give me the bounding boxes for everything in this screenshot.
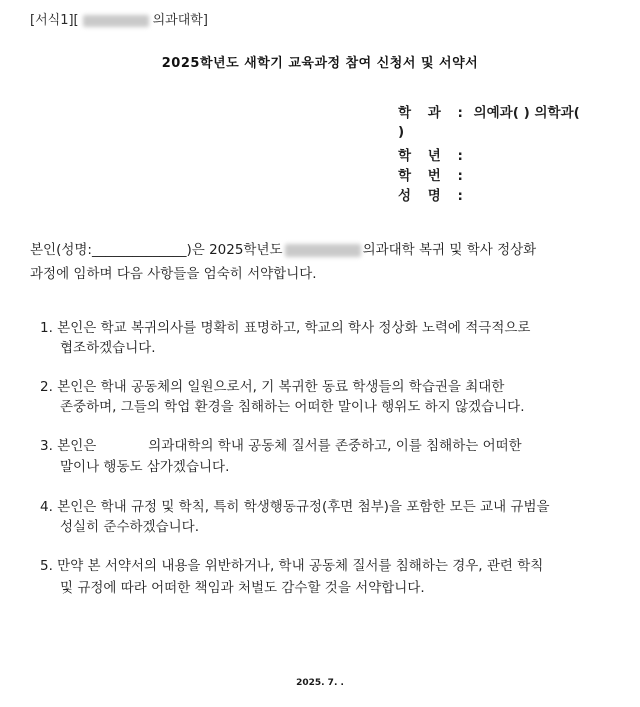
name-row <box>398 184 469 204</box>
pledge-1-line-1: 1. 본인은 학교 복귀의사를 명확히 표명하고, 학교의 학사 정상화 노력에 적극적으로 <box>40 320 531 336</box>
pledge-2-line-2: 존중하며, 그들의 학업 환경을 침해하는 어떠한 말이나 행위도 하지 않겠습니다. <box>60 399 525 415</box>
signing-date: 2025. 7. . <box>296 678 344 688</box>
department-overflow: ) <box>398 124 405 140</box>
form-number-prefix: [서식1][ <box>30 13 79 28</box>
pledge-3-line-2: 말이나 행동도 삼가겠습니다. <box>60 459 230 475</box>
department-row <box>398 101 580 121</box>
document-title: 2025학년도 새학기 교육과정 참여 신청서 및 서약서 <box>161 56 479 71</box>
year-row <box>398 144 469 164</box>
form-number-suffix: 의과대학] <box>152 13 208 28</box>
intro-line-1-start: 본인(성명:______________)은 2025학년도 <box>30 242 283 258</box>
pledge-3-line-1 <box>40 434 522 454</box>
student-id-row <box>398 164 469 184</box>
year-label: 학 년 : <box>398 148 469 164</box>
redacted-university-name <box>285 244 361 257</box>
name-label: 성 명 : <box>398 188 469 204</box>
pledge-4-line-2: 성실히 준수하겠습니다. <box>60 519 199 535</box>
pledge-5-line-2: 및 규정에 따라 어떠한 책임과 처벌도 감수할 것을 서약합니다. <box>60 580 425 596</box>
pledge-3-start: 3. 본인은 <box>40 438 97 454</box>
pledge-3-rest: 의과대학의 학내 공동체 질서를 존중하고, 이를 침해하는 어떠한 <box>148 438 522 454</box>
pledge-2-line-1: 2. 본인은 학내 공동체의 일원으로서, 기 복귀한 동료 학생들의 학습권을 최대한 <box>40 379 505 395</box>
form-number-label <box>30 9 208 28</box>
intro-line-2: 과정에 임하며 다음 사항들을 엄숙히 서약합니다. <box>30 266 317 282</box>
redacted-university-name <box>83 15 149 27</box>
student-id-label: 학 번 : <box>398 168 469 184</box>
pledge-4-line-1: 4. 본인은 학내 규정 및 학칙, 특히 학생행동규정(후면 첨부)을 포함한 모든 교내 규범을 <box>40 499 550 515</box>
department-label: 학 과 : <box>398 105 469 121</box>
intro-line-1 <box>30 238 536 258</box>
intro-line-1-end: 의과대학 복귀 및 학사 정상화 <box>362 242 537 258</box>
department-value: 의예과( ) 의학과( <box>473 105 580 121</box>
pledge-5-line-1: 5. 만약 본 서약서의 내용을 위반하거나, 학내 공동체 질서를 침해하는 경우, 관련 학칙 <box>40 558 544 574</box>
pledge-1-line-2: 협조하겠습니다. <box>60 340 156 356</box>
